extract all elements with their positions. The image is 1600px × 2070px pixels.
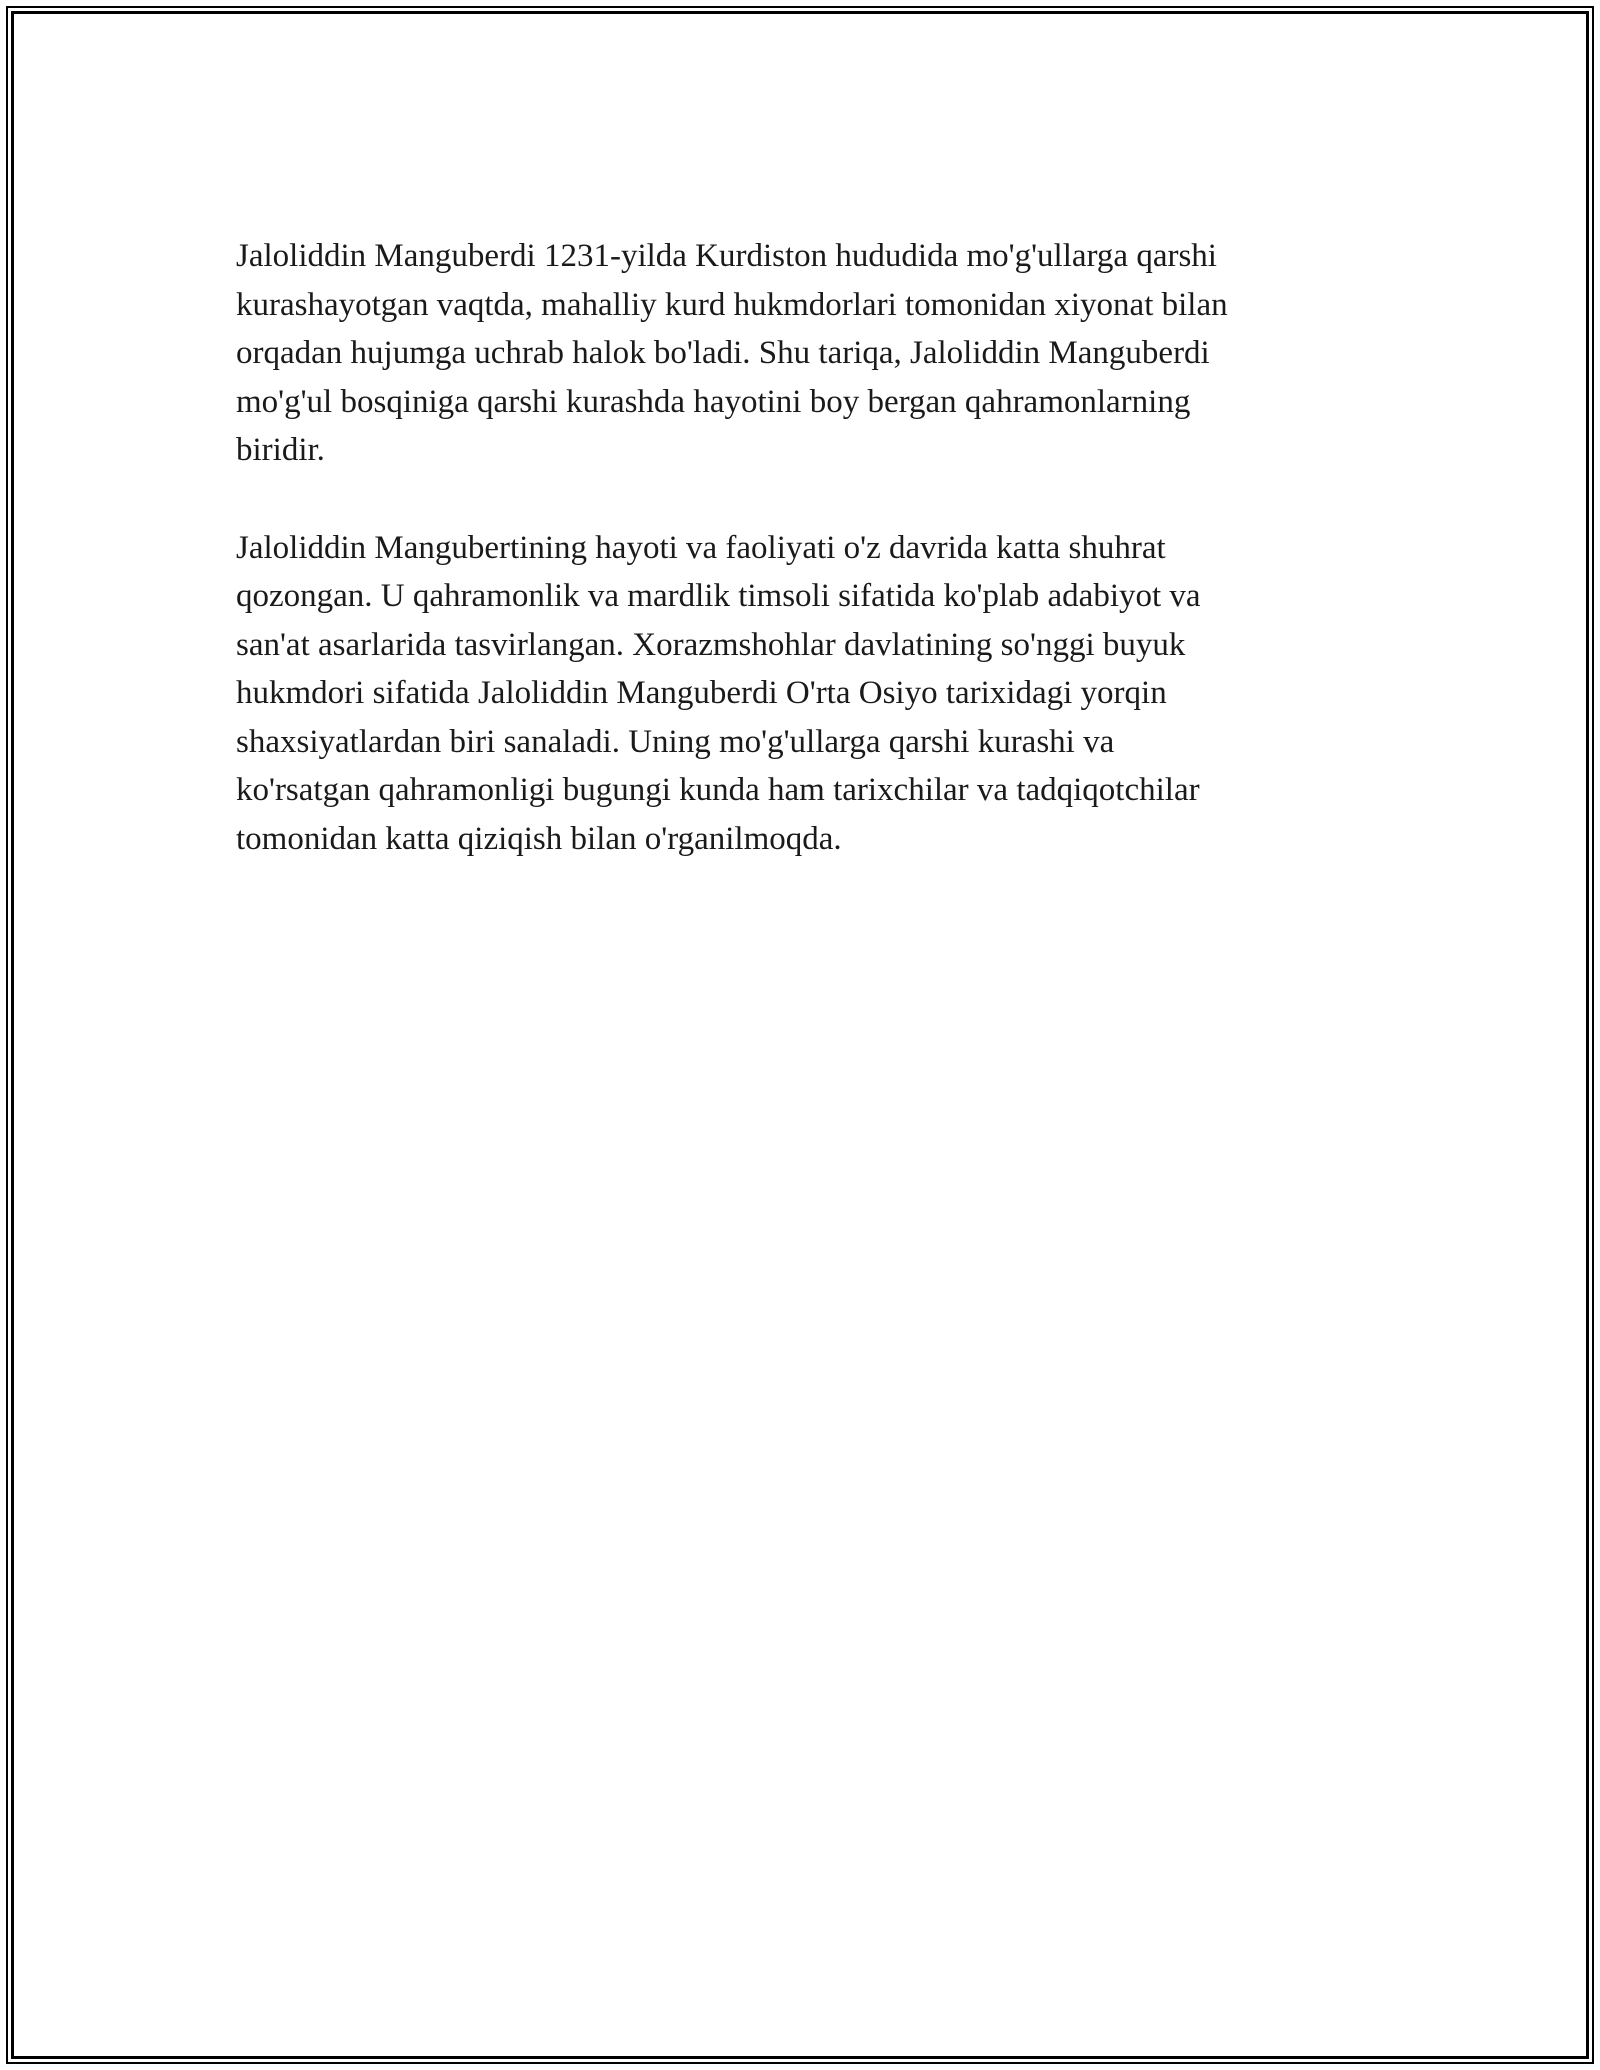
paragraph-line: san'at asarlarida tasvirlangan. Xorazmshohlar davlatining so'nggi buyuk xyxy=(236,626,1186,663)
paragraph-line: ko'rsatgan qahramonligi bugungi kunda ham tarixchilar va tadqiqotchilar xyxy=(236,772,1200,808)
paragraph-2 xyxy=(236,524,1366,864)
paragraph-line: mo'g'ul bosqiniga qarshi kurashda hayotini boy bergan qahramonlarning xyxy=(236,383,1191,420)
paragraph-line: tomonidan katta qiziqish bilan o'rganilmoqda. xyxy=(236,820,842,857)
paragraph-line: hukmdori sifatida Jaloliddin Manguberdi O'rta Osiyo tarixidagi yorqin xyxy=(236,675,1167,711)
paragraph-line: shaxsiyatlardan biri sanaladi. Uning mo'g'ullarga qarshi kurashi va xyxy=(236,723,1115,760)
paragraph-line: kurashayotgan vaqtda, mahalliy kurd hukmdorlari tomonidan xiyonat bilan xyxy=(236,286,1228,323)
paragraph-line: Jaloliddin Mangubertining hayoti va faoliyati o'z davrida katta shuhrat xyxy=(236,529,1166,566)
paragraph-line: biridir. xyxy=(236,432,325,468)
paragraph-1 xyxy=(236,232,1366,475)
paragraph-line: qozongan. U qahramonlik va mardlik timsoli sifatida ko'plab adabiyot va xyxy=(236,578,1201,614)
paragraph-line: orqadan hujumga uchrab halok bo'ladi. Shu tariqa, Jaloliddin Manguberdi xyxy=(236,335,1210,371)
paragraph-line: Jaloliddin Manguberdi 1231-yilda Kurdiston hududida mo'g'ullarga qarshi xyxy=(236,238,1217,274)
document-body xyxy=(236,232,1366,863)
